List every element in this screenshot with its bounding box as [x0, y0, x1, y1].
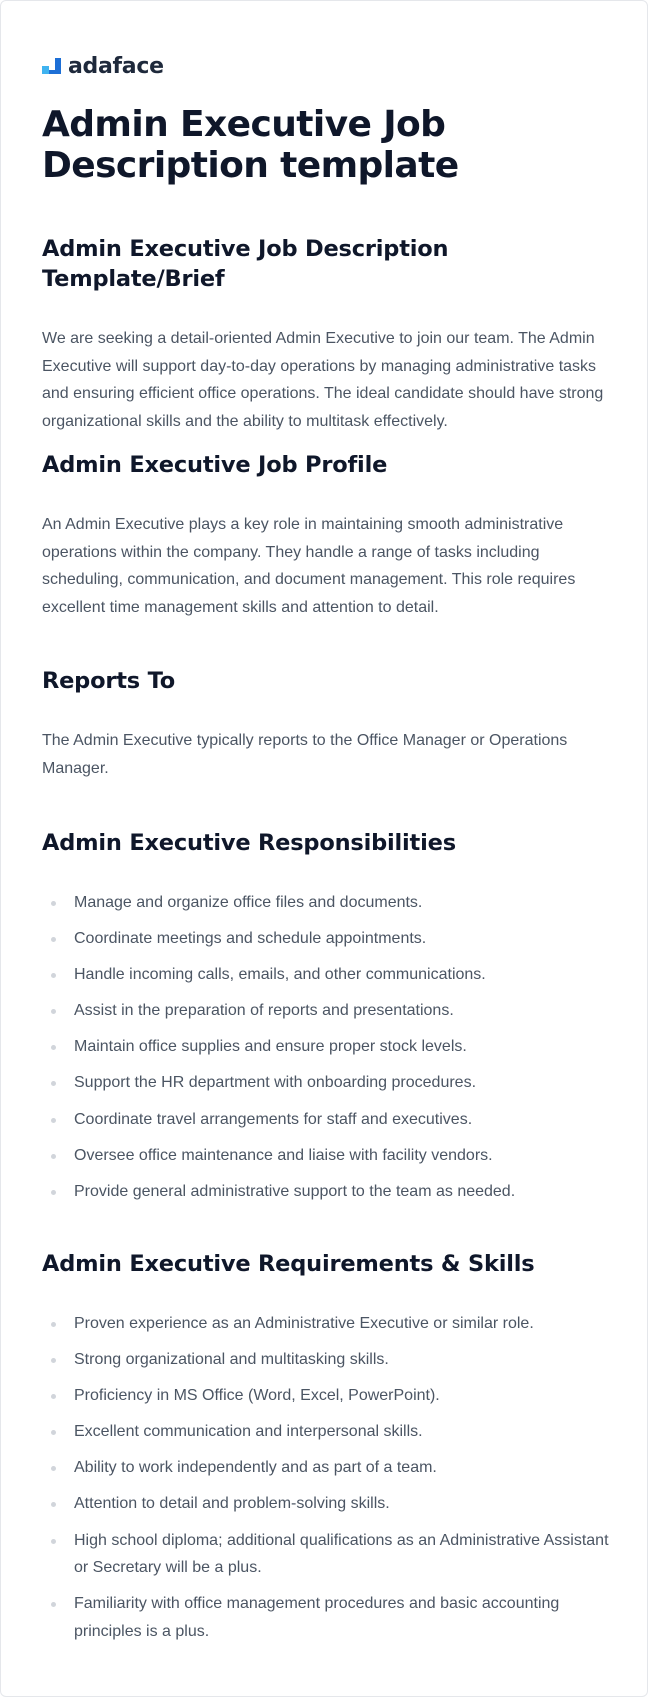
brand-logo[interactable]	[42, 55, 164, 79]
list-item: Proficiency in MS Office (Word, Excel, PowerPoint).	[42, 1382, 609, 1410]
list-item: Oversee office maintenance and liaise with facility vendors.	[42, 1142, 609, 1170]
list-item: Excellent communication and interpersonal skills.	[42, 1418, 609, 1446]
list-item: Attention to detail and problem-solving skills.	[42, 1490, 609, 1518]
page-title: Admin Executive Job Description template	[42, 104, 459, 186]
list-item: Strong organizational and multitasking skills.	[42, 1346, 609, 1374]
section-reports-to	[42, 666, 609, 782]
section-heading: Reports To	[42, 668, 176, 694]
adaface-logo-icon	[42, 57, 62, 77]
list-item: Maintain office supplies and ensure proper stock levels.	[42, 1033, 609, 1061]
list-item: Familiarity with office management procedures and basic accounting principles is a plus.	[42, 1590, 609, 1645]
brand-name: adaface	[68, 54, 164, 79]
list-item: Ability to work independently and as part of a team.	[42, 1454, 609, 1482]
list-item: Handle incoming calls, emails, and other communications.	[42, 961, 609, 989]
section-responsibilities	[42, 828, 609, 1205]
list-item: Provide general administrative support to the team as needed.	[42, 1178, 609, 1206]
list-item: Support the HR department with onboarding procedures.	[42, 1069, 609, 1097]
section-heading: Admin Executive Job Description Template/Brief	[42, 236, 449, 292]
list-item: Coordinate meetings and schedule appointments.	[42, 925, 609, 953]
list-item: Manage and organize office files and documents.	[42, 889, 609, 917]
section-heading: Admin Executive Requirements & Skills	[42, 1251, 535, 1277]
section-brief	[42, 234, 609, 436]
list-item: High school diploma; additional qualifications as an Administrative Assistant or Secretary will be a plus.	[42, 1527, 609, 1582]
section-requirements	[42, 1249, 609, 1645]
section-profile	[42, 450, 609, 622]
section-heading: Admin Executive Responsibilities	[42, 830, 456, 856]
section-body: An Admin Executive plays a key role in maintaining smooth administrative operations within the company. They handle a range of tasks including scheduling, communication, and document management. This role requires excellent time management skills and attention to detail.	[42, 516, 576, 617]
section-body: We are seeking a detail-oriented Admin Executive to join our team. The Admin Executive will support day-to-day operations by managing administrative tasks and ensuring efficient office operations. The ideal candidate should have strong organizational skills and the ability to multitask effectively.	[42, 330, 604, 431]
section-body: The Admin Executive typically reports to the Office Manager or Operations Manager.	[42, 732, 568, 777]
list-item: Proven experience as an Administrative Executive or similar role.	[42, 1310, 609, 1338]
list-item: Assist in the preparation of reports and presentations.	[42, 997, 609, 1025]
requirements-list	[42, 1310, 609, 1645]
list-item: Coordinate travel arrangements for staff and executives.	[42, 1106, 609, 1134]
responsibilities-list	[42, 889, 609, 1205]
section-heading: Admin Executive Job Profile	[42, 452, 388, 478]
